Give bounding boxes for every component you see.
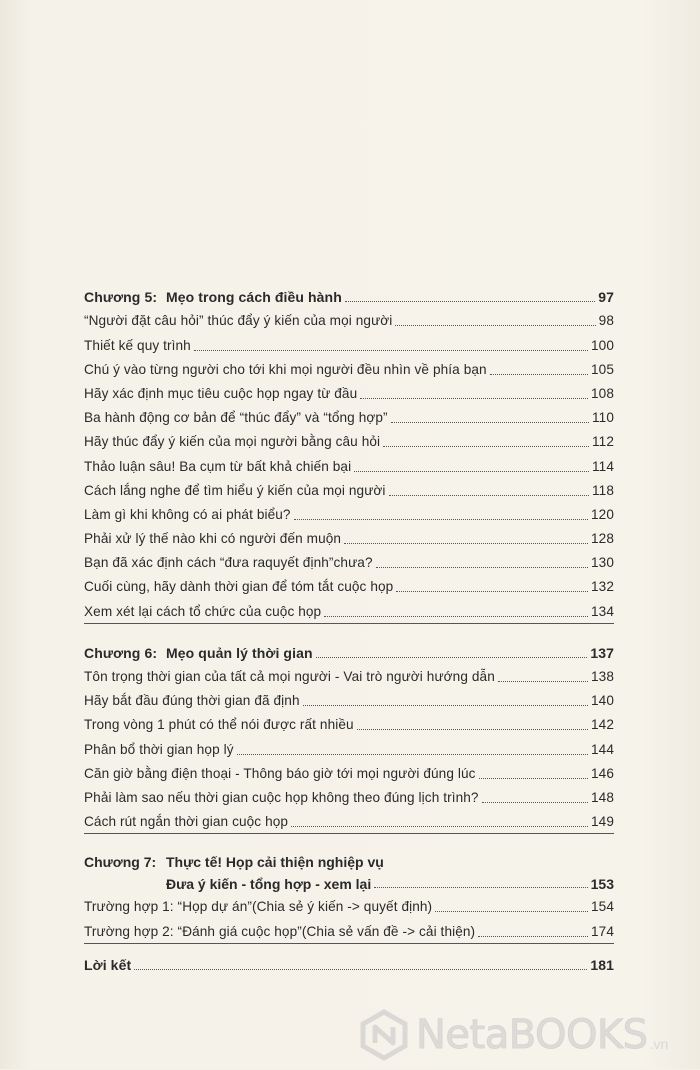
toc-entry[interactable] — [84, 783, 614, 807]
toc-entry[interactable] — [84, 686, 614, 710]
dot-leader — [478, 936, 588, 937]
dot-leader — [391, 422, 589, 423]
epilogue-heading[interactable] — [84, 950, 614, 974]
page-number: 146 — [591, 765, 614, 781]
dot-leader — [316, 657, 588, 658]
toc-entry[interactable] — [84, 330, 614, 354]
toc-entry[interactable] — [84, 427, 614, 451]
page-number: 110 — [592, 410, 614, 426]
entry-title: Tôn trọng thời gian của tất cả mọi người - Vai trò người hướng dẫn — [84, 669, 495, 684]
entry-title: Trong vòng 1 phút có thể nói được rất nhiều — [84, 717, 354, 733]
dot-leader — [374, 887, 587, 888]
netabooks-watermark — [358, 1000, 700, 1070]
page-number: 154 — [591, 899, 614, 915]
page-number: 153 — [590, 876, 614, 893]
toc-entry[interactable] — [84, 524, 614, 548]
chapter-7-entries — [84, 892, 614, 940]
page-number: 142 — [591, 717, 614, 733]
page-number: 149 — [591, 814, 614, 830]
page-number: 148 — [591, 789, 614, 805]
toc-entry[interactable] — [84, 572, 614, 596]
toc-entry[interactable] — [84, 500, 614, 524]
dot-leader — [134, 969, 587, 970]
chapter-title-line1: Thực tế! Họp cải thiện nghiệp vụ — [166, 854, 384, 871]
toc-entry[interactable] — [84, 916, 614, 940]
entry-title: Hãy bắt đầu đúng thời gian đã định — [84, 693, 300, 709]
entry-title: Cuối cùng, hãy dành thời gian để tóm tắt cuộc họp — [84, 579, 394, 595]
dot-leader — [344, 543, 588, 544]
toc-entry[interactable] — [84, 759, 614, 783]
entry-title: Hãy thúc đẩy ý kiến của mọi người bằng câu hỏi — [84, 434, 381, 450]
dot-leader — [345, 301, 595, 302]
page-number: 134 — [591, 603, 614, 619]
toc-entry[interactable] — [84, 451, 614, 475]
dot-leader — [396, 591, 588, 592]
page-number: 100 — [591, 337, 614, 353]
dot-leader — [360, 398, 588, 399]
page-number: 174 — [591, 923, 614, 939]
dot-leader — [294, 519, 588, 520]
chapter-7-heading[interactable] — [84, 848, 614, 892]
toc-entry[interactable] — [84, 892, 614, 916]
dot-leader — [237, 754, 588, 755]
dot-leader — [194, 350, 588, 351]
entry-title: Cách lắng nghe để tìm hiểu ý kiến của mọi người — [84, 482, 386, 498]
page-number: 144 — [591, 741, 614, 757]
entry-title: Chú ý vào từng người cho tới khi mọi người đều nhìn về phía bạn — [84, 361, 487, 377]
entry-title: Bạn đã xác định cách “đưa raquyết định”chưa? — [84, 555, 373, 571]
page-number: 138 — [591, 669, 614, 684]
entry-title: Phải xử lý thế nào khi có người đến muộn — [84, 531, 342, 547]
page-number: 112 — [592, 434, 614, 450]
page-number: 120 — [591, 506, 614, 522]
entry-title: Phân bổ thời gian họp lý — [84, 741, 234, 757]
page-number: 118 — [592, 482, 614, 498]
entry-title: Trường hợp 2: “Đánh giá cuộc họp”(Chia sẻ vấn đề -> cải thiện) — [84, 923, 476, 939]
dot-leader — [303, 705, 588, 706]
table-of-contents — [84, 282, 614, 974]
page-number: 128 — [591, 531, 614, 547]
chapter-title: Mẹo trong cách điều hành — [166, 289, 342, 306]
page-number: 130 — [591, 555, 614, 571]
chapter-5-entries — [84, 306, 614, 620]
entry-title: Làm gì khi không có ai phát biểu? — [84, 506, 291, 522]
chapter-6-entries — [84, 662, 614, 831]
page-number: 181 — [590, 956, 614, 973]
toc-entry[interactable] — [84, 355, 614, 379]
dot-leader — [490, 374, 588, 375]
entry-title: Ba hành động cơ bản để “thúc đẩy” và “tổng hợp” — [84, 410, 388, 426]
page-number: 105 — [591, 361, 614, 377]
toc-entry[interactable] — [84, 710, 614, 734]
toc-entry[interactable] — [84, 403, 614, 427]
chapter-number: Chương 5: — [84, 289, 158, 306]
chapter-number: Chương 7: — [84, 854, 157, 871]
dot-leader — [479, 778, 588, 779]
dot-leader — [498, 681, 588, 682]
entry-title: Xem xét lại cách tổ chức của cuộc họp — [84, 603, 322, 619]
dot-leader — [291, 826, 588, 827]
toc-entry[interactable] — [84, 596, 614, 620]
chapter-title-line2: Đưa ý kiến - tổng hợp - xem lại — [166, 876, 372, 893]
entry-title: Hãy xác định mục tiêu cuộc họp ngay từ đầu — [84, 385, 358, 401]
toc-entry[interactable] — [84, 734, 614, 758]
page-number: 132 — [591, 579, 614, 595]
page-number: 137 — [590, 644, 614, 661]
toc-entry[interactable] — [84, 548, 614, 572]
toc-entry[interactable] — [84, 306, 614, 330]
page-number: 140 — [591, 693, 614, 709]
chapter-title: Mẹo quản lý thời gian — [166, 644, 313, 661]
watermark-suffix: .vn — [649, 1036, 669, 1052]
entry-title: Phải làm sao nếu thời gian cuộc họp không theo đúng lịch trình? — [84, 789, 479, 805]
entry-title: Thảo luận sâu! Ba cụm từ bất khả chiến bại — [84, 458, 352, 474]
epilogue-title: Lời kết — [84, 956, 132, 973]
dot-leader — [376, 567, 588, 568]
entry-title: Thiết kế quy trình — [84, 337, 191, 353]
page-number: 97 — [598, 289, 614, 306]
toc-entry[interactable] — [84, 379, 614, 403]
entry-title: Căn giờ bằng điện thoại - Thông báo giờ tới mọi người đúng lúc — [84, 765, 476, 781]
dot-leader — [395, 325, 595, 326]
watermark-brand: NetaBOOKS — [416, 1012, 648, 1058]
dot-leader — [389, 495, 589, 496]
chapter-number: Chương 6: — [84, 644, 158, 661]
entry-title: “Người đặt câu hỏi” thúc đẩy ý kiến của mọi người — [84, 313, 393, 329]
dot-leader — [324, 616, 588, 617]
netabooks-logo-icon — [358, 1009, 410, 1061]
dot-leader — [357, 729, 588, 730]
page-number: 114 — [592, 458, 614, 474]
toc-entry[interactable] — [84, 476, 614, 500]
chapter-5-heading[interactable] — [84, 282, 614, 306]
chapter-6-heading[interactable] — [84, 638, 614, 662]
dot-leader — [354, 471, 589, 472]
entry-title: Cách rút ngắn thời gian cuộc họp — [84, 814, 289, 830]
toc-entry[interactable] — [84, 807, 614, 831]
dot-leader — [435, 911, 588, 912]
dot-leader — [383, 446, 589, 447]
page-number: 98 — [598, 313, 614, 329]
toc-entry[interactable] — [84, 662, 614, 686]
entry-title: Trường hợp 1: “Họp dự án”(Chia sẻ ý kiến -> quyết định) — [84, 899, 433, 915]
page-number: 108 — [591, 385, 614, 401]
dot-leader — [482, 802, 588, 803]
